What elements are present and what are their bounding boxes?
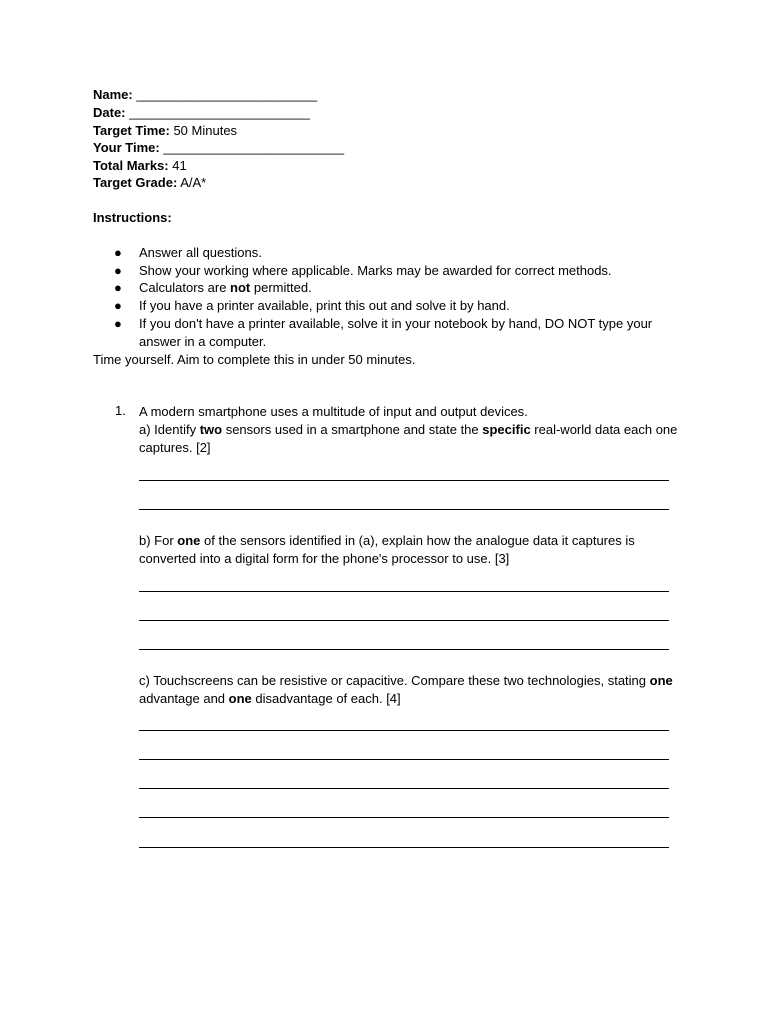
- total-marks-value: 41: [172, 158, 187, 173]
- instructions-list: [93, 244, 693, 350]
- answer-line-c4[interactable]: [139, 817, 669, 818]
- answer-line-b1[interactable]: [139, 591, 669, 592]
- part-c-text: c) Touchscreens can be resistive or capacitive. Compare these two technologies, stating: [139, 673, 650, 688]
- date-blank: _________________________: [129, 105, 310, 120]
- bullet-icon: ●: [114, 245, 122, 260]
- target-grade-label: Target Grade:: [93, 175, 178, 190]
- total-marks-label: Total Marks:: [93, 158, 169, 173]
- instruction-text: If you have a printer available, print this out and solve it by hand.: [139, 298, 510, 314]
- instruction-item: [93, 262, 693, 280]
- part-c-emphasis: one: [649, 673, 673, 688]
- part-a-emphasis: two: [199, 422, 223, 437]
- answer-line-c5[interactable]: [139, 847, 669, 848]
- answer-line-c3[interactable]: [139, 788, 669, 789]
- answer-line-b2[interactable]: [139, 620, 669, 621]
- answer-line-b3[interactable]: [139, 649, 669, 650]
- part-a-text: real-world data each one captures. [2]: [139, 422, 678, 455]
- part-a-text: a) Identify: [139, 422, 200, 437]
- question-intro: A modern smartphone uses a multitude of input and output devices.: [139, 404, 528, 419]
- bullet-icon: ●: [114, 315, 122, 331]
- target-grade-field: [93, 174, 206, 192]
- time-note: [93, 351, 416, 369]
- name-label: Name:: [93, 87, 133, 102]
- date-label: Date:: [93, 105, 126, 120]
- instructions-heading: [93, 209, 172, 227]
- answer-line-a2[interactable]: [139, 509, 669, 510]
- target-time-label: Target Time:: [93, 123, 170, 138]
- answer-line-c2[interactable]: [139, 759, 669, 760]
- total-marks-field: [93, 157, 187, 175]
- question-part-b: [93, 532, 683, 568]
- name-blank: _________________________: [136, 87, 318, 102]
- part-a-emphasis: specific: [482, 422, 531, 437]
- part-b-emphasis: one: [177, 533, 201, 548]
- part-c-text: advantage and: [139, 691, 229, 706]
- target-time-field: [93, 122, 237, 140]
- question-number: 1.: [115, 403, 126, 418]
- date-field: [93, 104, 310, 122]
- part-c-emphasis: one: [228, 691, 252, 706]
- bullet-icon: ●: [114, 280, 122, 296]
- instruction-text: Show your working where applicable. Marks may be awarded for correct methods.: [139, 262, 612, 278]
- instruction-text: Answer all questions.: [139, 245, 262, 260]
- bullet-icon: ●: [114, 298, 122, 314]
- instruction-emphasis: not: [230, 280, 251, 296]
- time-note-text: Time yourself. Aim to complete this in under 50 minutes.: [93, 352, 416, 367]
- part-b-text: of the sensors identified in (a), explain how the analogue data it captures is converted into a digital form for the phone's processor to use. [3]: [139, 533, 635, 566]
- part-b-text: b) For: [139, 533, 178, 548]
- instruction-text: permitted.: [250, 280, 312, 296]
- your-time-label: Your Time:: [93, 140, 160, 155]
- instruction-item: [93, 315, 693, 350]
- instructions-heading-text: Instructions:: [93, 210, 172, 225]
- part-a-text: sensors used in a smartphone and state the: [222, 422, 483, 437]
- instruction-text: If you don't have a printer available, solve it in your notebook by hand, DO NOT type your answer in a computer.: [139, 315, 653, 349]
- question-1: [93, 403, 683, 457]
- instruction-item: [93, 279, 693, 297]
- target-time-value: 50 Minutes: [173, 123, 238, 138]
- answer-line-c1[interactable]: [139, 730, 669, 731]
- target-grade-value: A/A*: [180, 175, 207, 190]
- your-time-blank: _________________________: [163, 140, 345, 155]
- name-field: [93, 86, 317, 104]
- question-1b: [93, 532, 683, 568]
- answer-line-a1[interactable]: [139, 480, 669, 481]
- question-part-a: [93, 421, 683, 457]
- question-1c: [93, 672, 683, 708]
- question-part-c: [93, 672, 683, 708]
- bullet-icon: ●: [114, 262, 122, 278]
- instruction-text: Calculators are: [139, 280, 231, 296]
- instruction-item: [93, 297, 693, 315]
- part-c-text: disadvantage of each. [4]: [251, 691, 401, 706]
- instruction-item: [93, 244, 693, 262]
- your-time-field: [93, 139, 344, 157]
